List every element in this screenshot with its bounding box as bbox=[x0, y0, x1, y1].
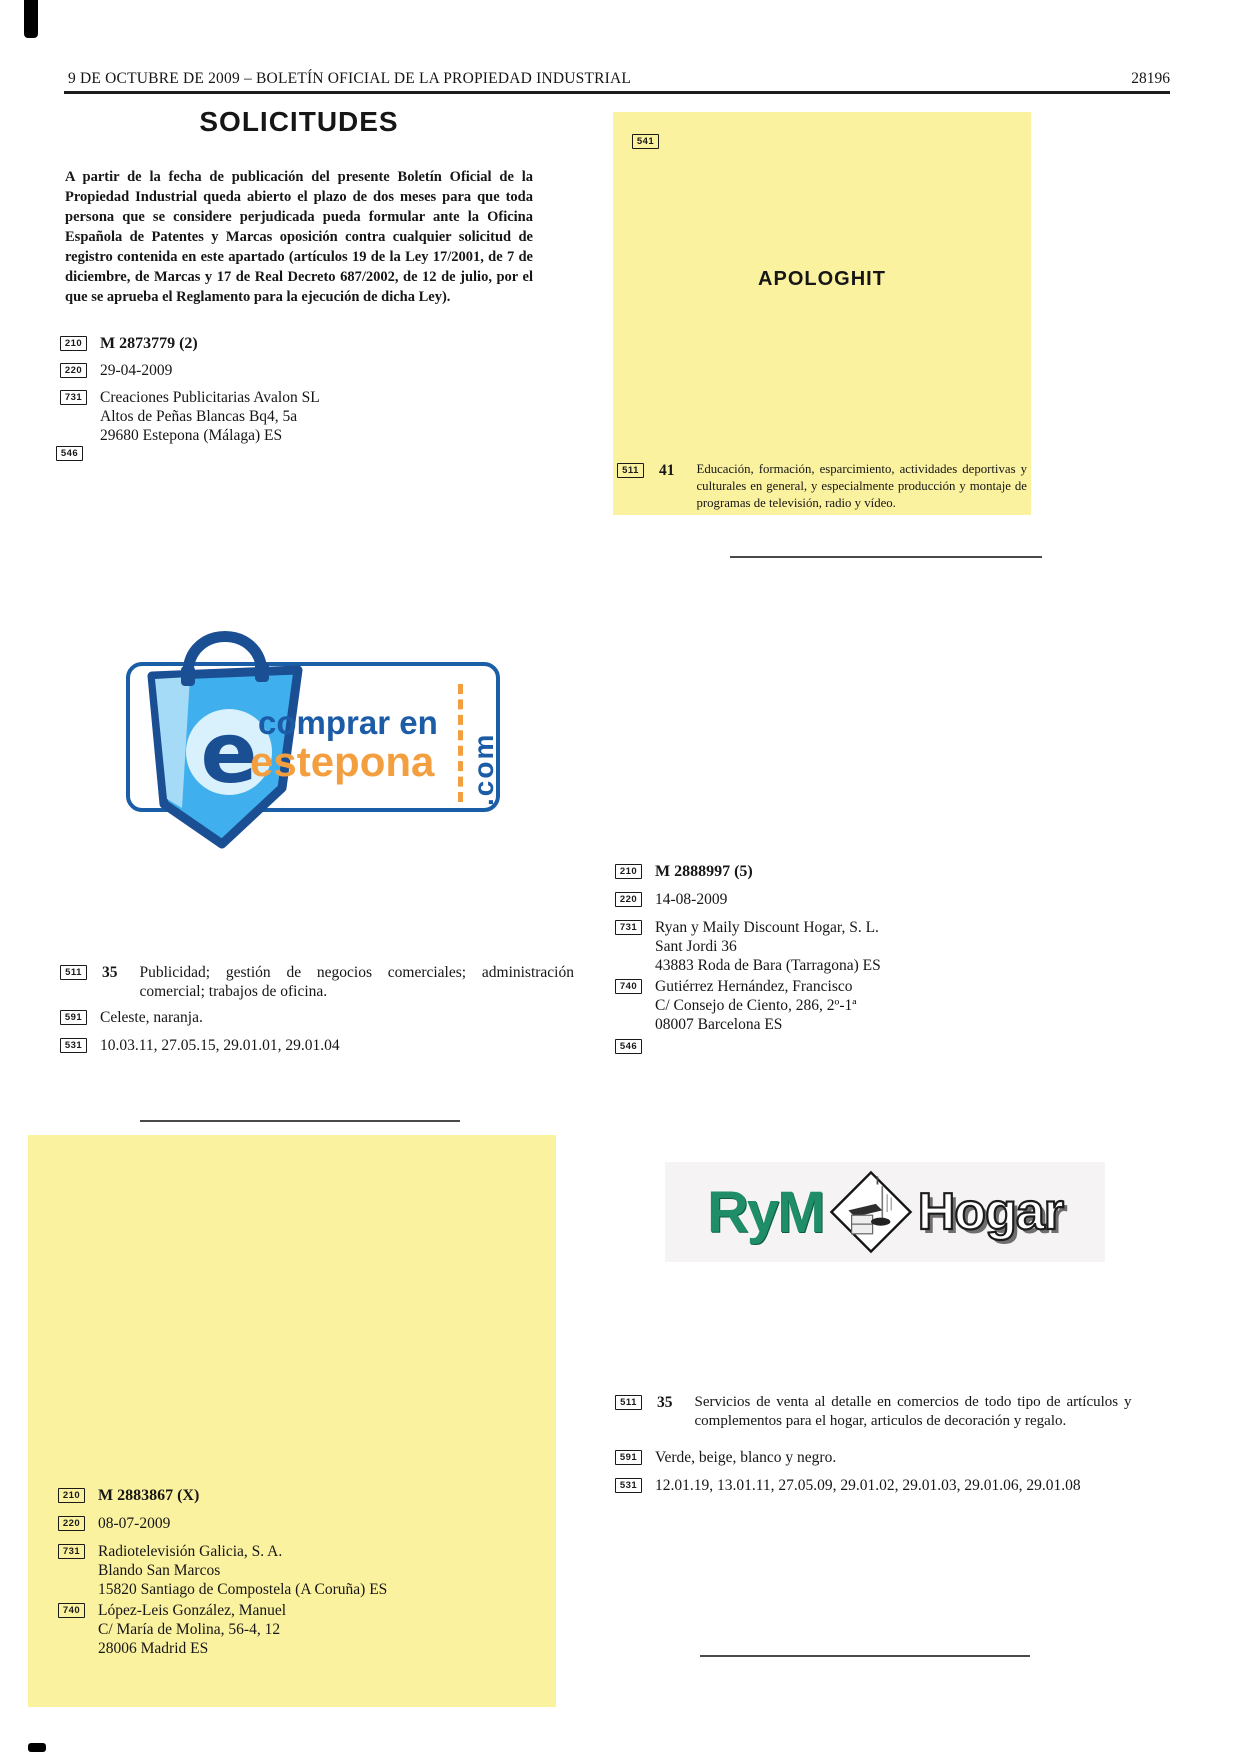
inid-code-220: 220 bbox=[58, 1516, 85, 1531]
hogar-logo-text: Hogar bbox=[917, 1183, 1063, 1241]
field-row-546 bbox=[615, 1037, 642, 1054]
field-row-731 bbox=[58, 1542, 387, 1599]
goods-services-text: Educación, formación, esparcimiento, actividades deportivas y culturales en general, y especialmente producción y montaje de programas de televisión, radio y vídeo. bbox=[696, 462, 1027, 510]
scan-artifact-bottom-left bbox=[28, 1743, 46, 1752]
trademark-image-rym-hogar bbox=[665, 1162, 1105, 1262]
field-row-731 bbox=[60, 388, 320, 445]
field-row-531 bbox=[60, 1036, 340, 1055]
logo-text-dotcom: .com bbox=[468, 732, 499, 806]
color-claim: Celeste, naranja. bbox=[100, 1009, 203, 1026]
rym-logo-text: RyM bbox=[707, 1179, 824, 1245]
section-intro: A partir de la fecha de publicación del presente Boletín Oficial de la Propiedad Industrial queda abierto el plazo de dos meses para que toda persona que se considere perjudicada pueda formular ante la Oficina Española de Patentes y Marcas oposición contra cualquier solicitud de registro contenida en este apartado (artículos 19 de la Ley 17/2001, de 7 de diciembre, de Marcas y 17 de Real Decreto 687/2002, de 12 de julio, por el que se aprueba el Reglamento para la ejecución de dicha Ley). bbox=[65, 169, 533, 305]
nice-class: 35 bbox=[657, 1394, 673, 1411]
goods-services-text: Publicidad; gestión de negocios comerciales; administración comercial; trabajos de oficina. bbox=[139, 964, 574, 1000]
vienna-codes: 12.01.19, 13.01.11, 27.05.09, 29.01.02, 29.01.03, 29.01.06, 29.01.08 bbox=[655, 1477, 1081, 1494]
field-row-740 bbox=[615, 977, 857, 1034]
field-row-220 bbox=[58, 1514, 170, 1533]
highlighted-entry-apologhit bbox=[613, 112, 1031, 515]
section-title: SOLICITUDES bbox=[199, 106, 399, 137]
header-rule bbox=[64, 91, 1170, 94]
application-number: M 2873779 (2) bbox=[100, 335, 198, 352]
field-row-511 bbox=[60, 963, 574, 1001]
inid-code-511: 511 bbox=[615, 1395, 642, 1410]
inid-code-591: 591 bbox=[60, 1010, 87, 1025]
goods-services-text: Servicios de venta al detalle en comercios de todo tipo de artículos y complementos para el hogar, articulos de decoración y regalo. bbox=[694, 1394, 1132, 1429]
field-row-511 bbox=[617, 461, 1027, 512]
field-row-531 bbox=[615, 1476, 1081, 1495]
field-row-591 bbox=[615, 1448, 836, 1467]
inid-code-740: 740 bbox=[58, 1603, 85, 1618]
field-row-546 bbox=[56, 444, 83, 461]
logo-text-line1: comprar en bbox=[258, 704, 438, 741]
inid-code-541: 541 bbox=[632, 134, 659, 149]
entry-separator-right-top bbox=[730, 556, 1042, 558]
inid-code-210: 210 bbox=[58, 1488, 85, 1503]
inid-code-210: 210 bbox=[60, 336, 87, 351]
diamond-furniture-icon bbox=[829, 1170, 913, 1254]
highlighted-entry-galicia bbox=[28, 1135, 556, 1707]
nice-class: 41 bbox=[659, 462, 675, 479]
applicant-address: Radiotelevisión Galicia, S. A. Blando San Marcos 15820 Santiago de Compostela (A Coruña) ES bbox=[98, 1543, 388, 1598]
field-row-511 bbox=[615, 1393, 1135, 1431]
trademark-name: APOLOGHIT bbox=[758, 268, 886, 290]
field-row-220 bbox=[615, 890, 727, 909]
trademark-image-estepona bbox=[112, 592, 512, 860]
logo-text-line2: estepona bbox=[250, 738, 435, 785]
color-claim: Verde, beige, blanco y negro. bbox=[655, 1449, 837, 1466]
inid-code-546: 546 bbox=[56, 446, 83, 461]
vienna-codes: 10.03.11, 27.05.15, 29.01.01, 29.01.04 bbox=[100, 1037, 340, 1054]
entry-separator-left bbox=[140, 1120, 460, 1122]
application-number: M 2888997 (5) bbox=[655, 863, 753, 880]
applicant-address: Ryan y Maily Discount Hogar, S. L. Sant Jordi 36 43883 Roda de Bara (Tarragona) ES bbox=[655, 919, 881, 974]
filing-date: 14-08-2009 bbox=[655, 891, 728, 908]
inid-code-731: 731 bbox=[60, 390, 87, 405]
inid-code-511: 511 bbox=[617, 463, 644, 478]
nice-class: 35 bbox=[102, 964, 118, 981]
field-row-731 bbox=[615, 918, 881, 975]
agent-address: Gutiérrez Hernández, Francisco C/ Consejo de Ciento, 286, 2º-1ª 08007 Barcelona ES bbox=[655, 978, 857, 1033]
svg-text:e: e bbox=[200, 704, 258, 802]
agent-address: López-Leis González, Manuel C/ María de Molina, 56-4, 12 28006 Madrid ES bbox=[98, 1602, 287, 1657]
inid-code-220: 220 bbox=[615, 892, 642, 907]
entry-separator-right-bottom bbox=[700, 1655, 1030, 1657]
inid-code-731: 731 bbox=[58, 1544, 85, 1559]
field-row-210 bbox=[60, 334, 198, 353]
inid-code-546: 546 bbox=[615, 1039, 642, 1054]
inid-code-531: 531 bbox=[60, 1038, 87, 1053]
field-row-740 bbox=[58, 1601, 286, 1658]
field-row-591 bbox=[60, 1008, 203, 1027]
application-number: M 2883867 (X) bbox=[98, 1487, 200, 1504]
header-page-number: 28196 bbox=[1131, 70, 1170, 87]
field-row-210 bbox=[58, 1486, 199, 1505]
field-row-220 bbox=[60, 361, 172, 380]
field-row-210 bbox=[615, 862, 753, 881]
filing-date: 08-07-2009 bbox=[98, 1515, 171, 1532]
header-journal-title: 9 DE OCTUBRE DE 2009 – BOLETÍN OFICIAL DE LA PROPIEDAD INDUSTRIAL bbox=[68, 70, 632, 87]
inid-code-511: 511 bbox=[60, 965, 87, 980]
inid-code-531: 531 bbox=[615, 1478, 642, 1493]
inid-code-210: 210 bbox=[615, 864, 642, 879]
inid-code-220: 220 bbox=[60, 363, 87, 378]
inid-code-731: 731 bbox=[615, 920, 642, 935]
inid-code-740: 740 bbox=[615, 979, 642, 994]
logo-dashed-divider bbox=[458, 684, 463, 802]
inid-code-591: 591 bbox=[615, 1450, 642, 1465]
applicant-address: Creaciones Publicitarias Avalon SL Altos de Peñas Blancas Bq4, 5a 29680 Estepona (Málaga) ES bbox=[100, 389, 320, 444]
scan-artifact-top-left bbox=[24, 0, 38, 38]
filing-date: 29-04-2009 bbox=[100, 362, 173, 379]
